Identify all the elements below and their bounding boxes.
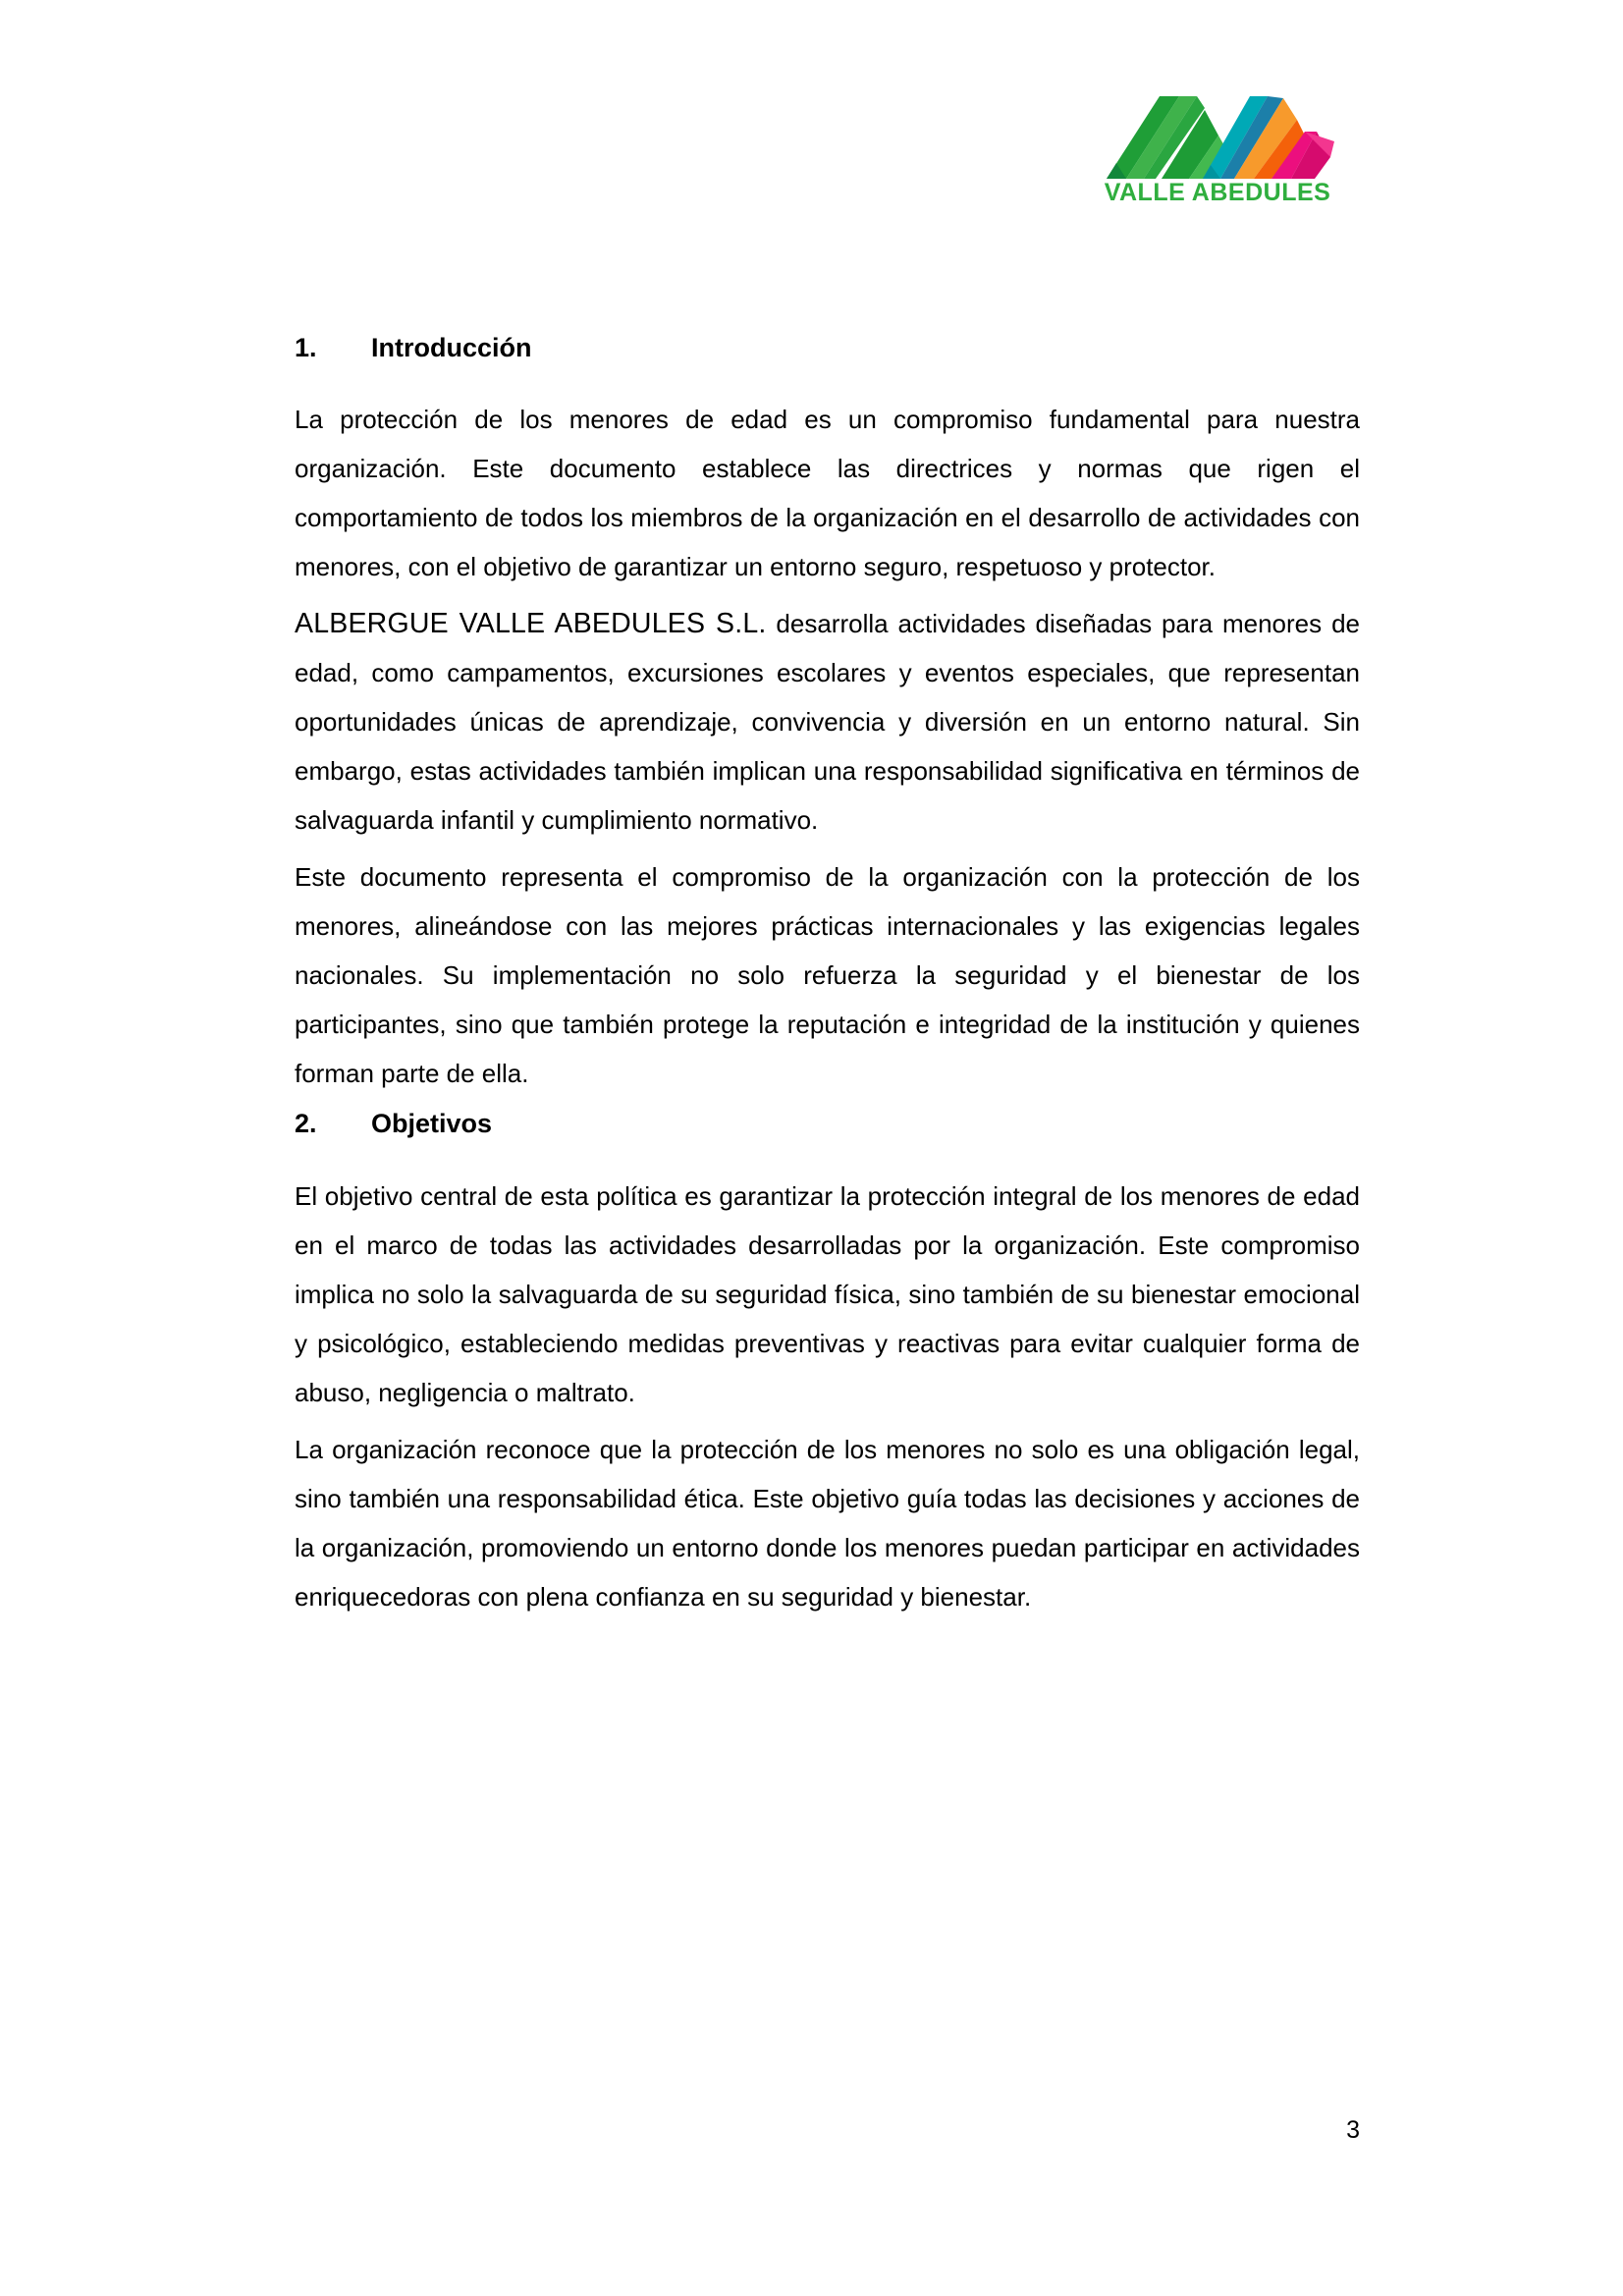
valle-abedules-mountain-mark-icon (1095, 81, 1340, 183)
paragraph: La organización reconoce que la protección de los menores no solo es una obligación legal, sino también una responsabilidad ética. Este objetivo guía todas las decisiones y acciones de la organización, promoviendo un entorno donde los menores puedan participar en actividades enriquecedoras con plena confianza en su seguridad y bienestar. (295, 1434, 1360, 1612)
company-logo (1090, 81, 1345, 207)
paragraph: Este documento representa el compromiso de la organización con la protección de los menores, alineándose con las mejores prácticas internacionales y las exigencias legales nacionales. Su implementación no solo refuerza la seguridad y el bienestar de los participantes, sino que también protege la reputación e integridad de la institución y quienes forman parte de ella. (295, 862, 1360, 1089)
section-heading-objetivos (295, 1106, 1360, 1141)
logo-wordmark: VALLE ABEDULES (1104, 179, 1331, 206)
section-number: 1. (295, 333, 317, 362)
paragraph: El objetivo central de esta política es garantizar la protección integral de los menores de edad en el marco de todas las actividades desarrolladas por la organización. Este compromiso implica no solo la salvaguarda de su seguridad física, sino también de su bienestar emocional y psicológico, estableciendo medidas preventivas y reactivas para evitar cualquier forma de abuso, negligencia o maltrato. (295, 1180, 1360, 1407)
section-title: Objetivos (371, 1109, 493, 1139)
paragraph-text: desarrolla actividades diseñadas para menores de edad, como campamentos, excursiones escolares y eventos especiales, que representan oportunidades únicas de aprendizaje, convivencia y diversión en un entorno natural. Sin embargo, estas actividades también implican una responsabilidad significativa en términos de salvaguarda infantil y cumplimiento normativo. (295, 609, 1360, 836)
organization-name: ALBERGUE VALLE ABEDULES S.L. (295, 608, 767, 640)
section-number: 2. (295, 1109, 317, 1139)
paragraph: La protección de los menores de edad es un compromiso fundamental para nuestra organización. Este documento establece las directrices y normas que rigen el comportamiento de todos los miembros de la organización en el desarrollo de actividades con menores, con el objetivo de garantizar un entorno seguro, respetuoso y protector. (295, 405, 1360, 582)
section-title: Introducción (371, 333, 532, 362)
document-body (295, 330, 1360, 1621)
section-heading-introduccion (295, 330, 1360, 365)
paragraph (295, 599, 1360, 845)
page-number: 3 (1346, 2116, 1360, 2144)
